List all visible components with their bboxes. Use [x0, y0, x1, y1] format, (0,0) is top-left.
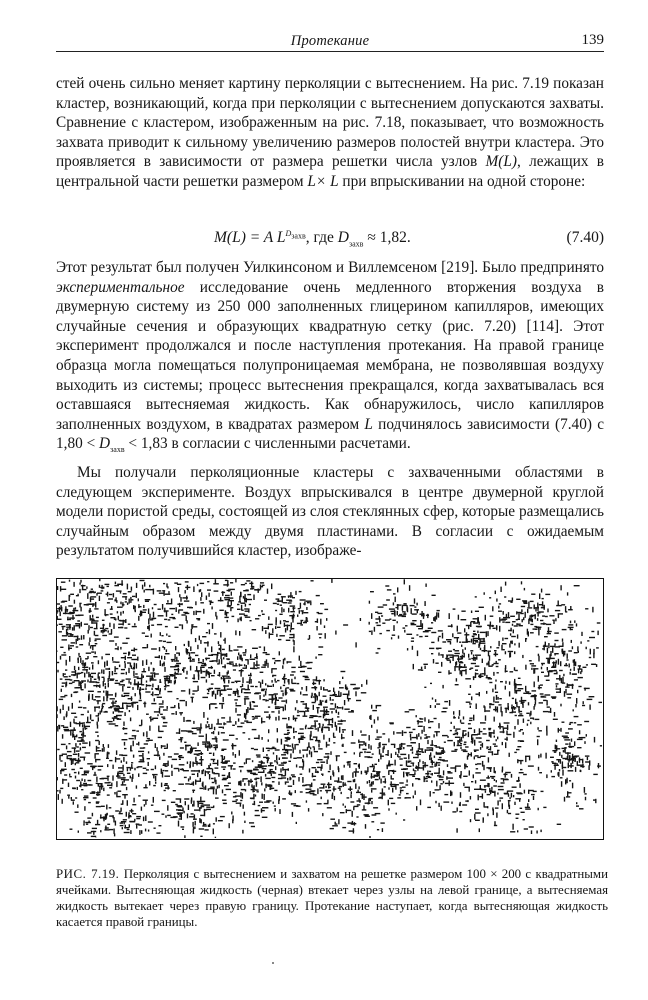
page-number: 139 — [581, 32, 604, 48]
percolation-cluster-image — [57, 579, 602, 838]
equation-number: (7.40) — [566, 229, 604, 246]
paragraph-3-text: Мы получали перколяционные кластеры с захваченными областями в следующем эксперименте. Воздух впрыскивался в центре двумерной круглой модели пористой среды, состоящей из слоя стеклянных сфер, которые размещались случайным образом между двумя пластинами. В согласии с ожидаемым результатом получившийся кластер, изображе- — [56, 464, 604, 560]
paragraph-2-text-d: < 1,83 в согласии с численными расчетами. — [124, 435, 411, 453]
running-title: Протекание — [290, 33, 370, 49]
symbol-d: D — [99, 435, 111, 453]
caption-text: Перколяция с вытеснением и захватом на решетке размером 100 × 200 с квадратными ячейками. Вытесняющая жидкость (черная) втекает через узлы на левой границе, а вытесняемая жидкость вытекает через правую границу. Протекание наступает, когда вытесняющая жидкость касается правой границы. — [56, 867, 608, 929]
figure-label: РИС. 7.19. — [56, 867, 120, 881]
paragraph-2-text-c: подчинялось зависимости (7.40) с 1,80 < — [56, 415, 604, 453]
exponent-base: D — [285, 229, 292, 238]
figure-7-19 — [56, 578, 604, 840]
equation-lhs: M(L) = A L — [214, 229, 286, 247]
running-header — [56, 31, 604, 51]
symbol-l: L — [364, 415, 373, 433]
paragraph-1-text-b: , лежащих в центральной части решетки размером — [56, 153, 605, 190]
paragraph-1-text-c: при впрыскивании на одной стороне: — [338, 172, 586, 190]
equation-mid: , где — [305, 229, 338, 247]
m-of-l: M(L) — [485, 153, 517, 171]
symbol-d-sub: захв — [110, 445, 125, 455]
emphasis: экспериментальное — [56, 278, 185, 296]
equation-rhs: ≈ 1,82. — [363, 229, 411, 247]
paragraph-1-text: стей очень сильно меняет картину перколяции с вытеснением. На рис. 7.19 показан кластер, возникающий, когда при перколяции с вытеснением допускаются захваты. Сравнение с кластером, изображенным на рис. 7.18, показывает, что возможность захвата приводит к сильному увеличению размеров полостей внутри кластера. Это проявляется в зависимости от размера решетки числа узлов — [56, 75, 604, 171]
paragraph-2-text-a: Этот результат был получен Уилкинсоном и Виллемсеном [219]. Было предпринято — [56, 259, 604, 276]
equation-d: D — [337, 229, 349, 247]
paragraph-2-text-b: исследование очень медленного вторжения воздуха в двумерную систему из 250 000 заполненных глицерином капилляров, имеющих случайные сечения и образующих квадратную сетку (рис. 7.20) [114]. Этот эксперимент продолжался и после наступления протекания. На правой границе образца могла помещаться полупроницаемая мембрана, не позволявшая воздуху выходить из системы; процесс вытеснения прекращался, когда захватывалась вся оставшаяся вытесняемая жидкость. Как обнаружилось, число капилляров заполненных воздухом, в квадратах размером — [56, 278, 604, 433]
equation-7-40 — [56, 229, 604, 251]
equation-expression — [214, 229, 411, 248]
print-speck — [272, 962, 274, 964]
l-times-l: L× L — [307, 172, 339, 190]
header-rule — [56, 51, 604, 52]
paragraph-2 — [56, 258, 604, 460]
paragraph-3 — [56, 463, 604, 561]
exponent-sub: захв — [291, 231, 306, 241]
paragraph-1 — [56, 74, 604, 192]
equation-d-sub: захв — [348, 239, 364, 249]
figure-caption — [56, 866, 608, 930]
